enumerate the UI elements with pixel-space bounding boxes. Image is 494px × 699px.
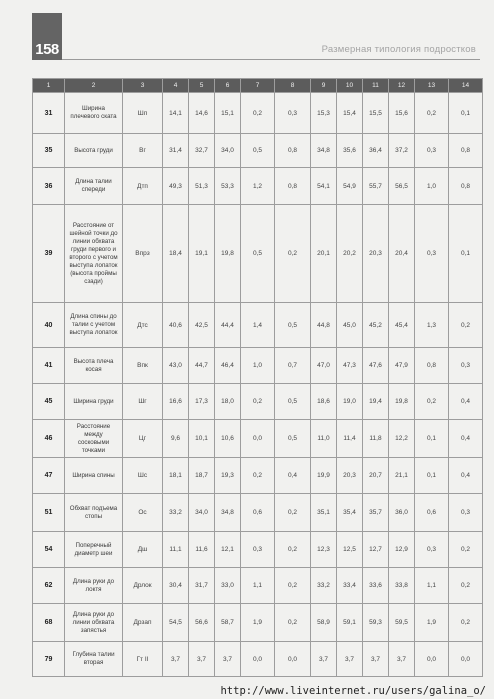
column-header: 4 bbox=[163, 79, 189, 93]
value-cell: 1,1 bbox=[241, 568, 275, 604]
value-cell: 11,8 bbox=[363, 420, 389, 458]
measurement-name-cell: Глубина талии вторая bbox=[65, 642, 123, 677]
value-cell: 0,3 bbox=[415, 134, 449, 168]
value-cell: 0,6 bbox=[415, 494, 449, 532]
value-cell: 49,3 bbox=[163, 168, 189, 205]
value-cell: 35,1 bbox=[311, 494, 337, 532]
value-cell: 54,5 bbox=[163, 604, 189, 642]
value-cell: 3,7 bbox=[363, 642, 389, 677]
value-cell: 31,4 bbox=[163, 134, 189, 168]
value-cell: 18,0 bbox=[215, 384, 241, 420]
value-cell: 0,1 bbox=[449, 205, 483, 303]
value-cell: 55,7 bbox=[363, 168, 389, 205]
value-cell: 3,7 bbox=[189, 642, 215, 677]
value-cell: 37,2 bbox=[389, 134, 415, 168]
value-cell: 47,3 bbox=[337, 348, 363, 384]
symbol-cell: Дтп bbox=[123, 168, 163, 205]
value-cell: 0,8 bbox=[275, 168, 311, 205]
table-row bbox=[33, 303, 483, 348]
value-cell: 36,4 bbox=[363, 134, 389, 168]
value-cell: 56,5 bbox=[389, 168, 415, 205]
measurements-table bbox=[32, 78, 483, 677]
symbol-cell: Ос bbox=[123, 494, 163, 532]
value-cell: 12,5 bbox=[337, 532, 363, 568]
value-cell: 11,6 bbox=[189, 532, 215, 568]
symbol-cell: Шг bbox=[123, 384, 163, 420]
value-cell: 0,2 bbox=[275, 205, 311, 303]
measurement-name-cell: Высота плеча косая bbox=[65, 348, 123, 384]
value-cell: 15,5 bbox=[363, 93, 389, 134]
measurement-name-cell: Ширина плечевого ската bbox=[65, 93, 123, 134]
value-cell: 0,2 bbox=[241, 458, 275, 494]
value-cell: 0,2 bbox=[275, 568, 311, 604]
value-cell: 0,8 bbox=[449, 134, 483, 168]
symbol-cell: Впрз bbox=[123, 205, 163, 303]
value-cell: 44,7 bbox=[189, 348, 215, 384]
value-cell: 0,7 bbox=[275, 348, 311, 384]
value-cell: 0,4 bbox=[449, 420, 483, 458]
value-cell: 0,0 bbox=[415, 642, 449, 677]
value-cell: 19,4 bbox=[363, 384, 389, 420]
value-cell: 45,0 bbox=[337, 303, 363, 348]
column-header: 6 bbox=[215, 79, 241, 93]
table-header-row bbox=[33, 79, 483, 93]
value-cell: 12,3 bbox=[311, 532, 337, 568]
value-cell: 3,7 bbox=[389, 642, 415, 677]
value-cell: 15,6 bbox=[389, 93, 415, 134]
value-cell: 16,6 bbox=[163, 384, 189, 420]
value-cell: 0,5 bbox=[241, 205, 275, 303]
column-header: 8 bbox=[275, 79, 311, 93]
table-row bbox=[33, 494, 483, 532]
measurement-name-cell: Длина руки до локтя bbox=[65, 568, 123, 604]
footer-url: http://www.liveinternet.ru/users/galina_o/ bbox=[220, 685, 486, 697]
value-cell: 18,4 bbox=[163, 205, 189, 303]
table-row bbox=[33, 134, 483, 168]
symbol-cell: Шп bbox=[123, 93, 163, 134]
table-row bbox=[33, 458, 483, 494]
value-cell: 45,4 bbox=[389, 303, 415, 348]
symbol-cell: Дрзап bbox=[123, 604, 163, 642]
row-number-cell: 79 bbox=[33, 642, 65, 677]
value-cell: 1,3 bbox=[415, 303, 449, 348]
value-cell: 0,2 bbox=[275, 494, 311, 532]
value-cell: 0,3 bbox=[415, 532, 449, 568]
value-cell: 59,3 bbox=[363, 604, 389, 642]
column-header: 14 bbox=[449, 79, 483, 93]
value-cell: 58,7 bbox=[215, 604, 241, 642]
value-cell: 0,3 bbox=[415, 205, 449, 303]
value-cell: 59,1 bbox=[337, 604, 363, 642]
value-cell: 43,0 bbox=[163, 348, 189, 384]
value-cell: 56,6 bbox=[189, 604, 215, 642]
row-number-cell: 46 bbox=[33, 420, 65, 458]
value-cell: 1,0 bbox=[415, 168, 449, 205]
value-cell: 20,1 bbox=[311, 205, 337, 303]
value-cell: 36,0 bbox=[389, 494, 415, 532]
header-divider bbox=[62, 59, 480, 60]
value-cell: 10,6 bbox=[215, 420, 241, 458]
value-cell: 0,2 bbox=[241, 93, 275, 134]
value-cell: 3,7 bbox=[163, 642, 189, 677]
value-cell: 14,6 bbox=[189, 93, 215, 134]
value-cell: 0,8 bbox=[449, 168, 483, 205]
value-cell: 19,3 bbox=[215, 458, 241, 494]
value-cell: 0,4 bbox=[275, 458, 311, 494]
value-cell: 0,0 bbox=[275, 642, 311, 677]
value-cell: 3,7 bbox=[337, 642, 363, 677]
column-header: 2 bbox=[65, 79, 123, 93]
symbol-cell: Дрлок bbox=[123, 568, 163, 604]
value-cell: 35,7 bbox=[363, 494, 389, 532]
value-cell: 0,2 bbox=[449, 303, 483, 348]
value-cell: 0,2 bbox=[415, 384, 449, 420]
row-number-cell: 45 bbox=[33, 384, 65, 420]
value-cell: 1,2 bbox=[241, 168, 275, 205]
value-cell: 0,2 bbox=[449, 532, 483, 568]
value-cell: 0,2 bbox=[415, 93, 449, 134]
measurement-name-cell: Расстояние между сосковыми точками bbox=[65, 420, 123, 458]
value-cell: 33,2 bbox=[311, 568, 337, 604]
table-row bbox=[33, 604, 483, 642]
measurement-name-cell: Ширина груди bbox=[65, 384, 123, 420]
measurement-name-cell: Поперечный диаметр шеи bbox=[65, 532, 123, 568]
value-cell: 35,4 bbox=[337, 494, 363, 532]
value-cell: 0,3 bbox=[241, 532, 275, 568]
value-cell: 0,1 bbox=[415, 420, 449, 458]
value-cell: 0,8 bbox=[275, 134, 311, 168]
value-cell: 1,4 bbox=[241, 303, 275, 348]
row-number-cell: 47 bbox=[33, 458, 65, 494]
value-cell: 12,1 bbox=[215, 532, 241, 568]
value-cell: 34,8 bbox=[215, 494, 241, 532]
value-cell: 0,5 bbox=[241, 134, 275, 168]
value-cell: 19,0 bbox=[337, 384, 363, 420]
value-cell: 17,3 bbox=[189, 384, 215, 420]
value-cell: 47,0 bbox=[311, 348, 337, 384]
measurement-name-cell: Ширина спины bbox=[65, 458, 123, 494]
value-cell: 45,2 bbox=[363, 303, 389, 348]
row-number-cell: 41 bbox=[33, 348, 65, 384]
measurement-name-cell: Расстояние от шейной точки до линии обхвата груди первого и второго с учетом выступа лопаток (высота проймы сзади) bbox=[65, 205, 123, 303]
row-number-cell: 36 bbox=[33, 168, 65, 205]
value-cell: 47,9 bbox=[389, 348, 415, 384]
column-header: 12 bbox=[389, 79, 415, 93]
value-cell: 18,7 bbox=[189, 458, 215, 494]
value-cell: 33,6 bbox=[363, 568, 389, 604]
value-cell: 44,8 bbox=[311, 303, 337, 348]
row-number-cell: 40 bbox=[33, 303, 65, 348]
value-cell: 10,1 bbox=[189, 420, 215, 458]
column-header: 5 bbox=[189, 79, 215, 93]
measurement-name-cell: Длина спины до талии с учетом выступа лопаток bbox=[65, 303, 123, 348]
value-cell: 0,0 bbox=[241, 420, 275, 458]
row-number-cell: 31 bbox=[33, 93, 65, 134]
table-row bbox=[33, 93, 483, 134]
value-cell: 0,2 bbox=[449, 568, 483, 604]
value-cell: 18,6 bbox=[311, 384, 337, 420]
value-cell: 42,5 bbox=[189, 303, 215, 348]
symbol-cell: Гт II bbox=[123, 642, 163, 677]
symbol-cell: Цг bbox=[123, 420, 163, 458]
symbol-cell: Вг bbox=[123, 134, 163, 168]
value-cell: 53,3 bbox=[215, 168, 241, 205]
value-cell: 0,3 bbox=[449, 494, 483, 532]
value-cell: 33,4 bbox=[337, 568, 363, 604]
value-cell: 11,4 bbox=[337, 420, 363, 458]
row-number-cell: 62 bbox=[33, 568, 65, 604]
value-cell: 0,5 bbox=[275, 420, 311, 458]
value-cell: 0,6 bbox=[241, 494, 275, 532]
value-cell: 31,7 bbox=[189, 568, 215, 604]
value-cell: 0,2 bbox=[449, 604, 483, 642]
table-row bbox=[33, 168, 483, 205]
value-cell: 0,5 bbox=[275, 384, 311, 420]
table-body bbox=[33, 93, 483, 677]
column-header: 13 bbox=[415, 79, 449, 93]
value-cell: 20,4 bbox=[389, 205, 415, 303]
symbol-cell: Впк bbox=[123, 348, 163, 384]
value-cell: 3,7 bbox=[311, 642, 337, 677]
value-cell: 0,1 bbox=[449, 93, 483, 134]
value-cell: 1,9 bbox=[241, 604, 275, 642]
measurement-name-cell: Высота груди bbox=[65, 134, 123, 168]
row-number-cell: 51 bbox=[33, 494, 65, 532]
value-cell: 14,1 bbox=[163, 93, 189, 134]
table-row bbox=[33, 205, 483, 303]
value-cell: 46,4 bbox=[215, 348, 241, 384]
value-cell: 3,7 bbox=[215, 642, 241, 677]
value-cell: 33,0 bbox=[215, 568, 241, 604]
value-cell: 19,8 bbox=[215, 205, 241, 303]
measurement-name-cell: Обхват подъема стопы bbox=[65, 494, 123, 532]
symbol-cell: Шс bbox=[123, 458, 163, 494]
value-cell: 0,0 bbox=[449, 642, 483, 677]
row-number-cell: 39 bbox=[33, 205, 65, 303]
column-header: 1 bbox=[33, 79, 65, 93]
value-cell: 0,2 bbox=[241, 384, 275, 420]
symbol-cell: Дш bbox=[123, 532, 163, 568]
value-cell: 12,2 bbox=[389, 420, 415, 458]
value-cell: 54,1 bbox=[311, 168, 337, 205]
value-cell: 40,6 bbox=[163, 303, 189, 348]
value-cell: 0,3 bbox=[449, 348, 483, 384]
value-cell: 34,0 bbox=[189, 494, 215, 532]
column-header: 3 bbox=[123, 79, 163, 93]
value-cell: 12,9 bbox=[389, 532, 415, 568]
table-row bbox=[33, 420, 483, 458]
value-cell: 34,8 bbox=[311, 134, 337, 168]
value-cell: 58,9 bbox=[311, 604, 337, 642]
column-header: 7 bbox=[241, 79, 275, 93]
column-header: 11 bbox=[363, 79, 389, 93]
measurement-name-cell: Длина талии спереди bbox=[65, 168, 123, 205]
value-cell: 44,4 bbox=[215, 303, 241, 348]
value-cell: 15,1 bbox=[215, 93, 241, 134]
table-row bbox=[33, 384, 483, 420]
value-cell: 20,3 bbox=[337, 458, 363, 494]
value-cell: 32,7 bbox=[189, 134, 215, 168]
symbol-cell: Дтс bbox=[123, 303, 163, 348]
value-cell: 12,7 bbox=[363, 532, 389, 568]
value-cell: 0,3 bbox=[275, 93, 311, 134]
row-number-cell: 54 bbox=[33, 532, 65, 568]
value-cell: 0,0 bbox=[241, 642, 275, 677]
value-cell: 0,2 bbox=[275, 532, 311, 568]
value-cell: 15,3 bbox=[311, 93, 337, 134]
value-cell: 59,5 bbox=[389, 604, 415, 642]
table-row bbox=[33, 642, 483, 677]
value-cell: 19,8 bbox=[389, 384, 415, 420]
value-cell: 11,1 bbox=[163, 532, 189, 568]
value-cell: 35,6 bbox=[337, 134, 363, 168]
value-cell: 1,0 bbox=[241, 348, 275, 384]
value-cell: 19,9 bbox=[311, 458, 337, 494]
column-header: 9 bbox=[311, 79, 337, 93]
value-cell: 47,6 bbox=[363, 348, 389, 384]
page-number: 158 bbox=[32, 13, 62, 60]
value-cell: 0,2 bbox=[275, 604, 311, 642]
value-cell: 33,2 bbox=[163, 494, 189, 532]
value-cell: 19,1 bbox=[189, 205, 215, 303]
value-cell: 34,0 bbox=[215, 134, 241, 168]
value-cell: 18,1 bbox=[163, 458, 189, 494]
measurement-name-cell: Длина руки до линии обхвата запястья bbox=[65, 604, 123, 642]
value-cell: 15,4 bbox=[337, 93, 363, 134]
value-cell: 54,9 bbox=[337, 168, 363, 205]
row-number-cell: 68 bbox=[33, 604, 65, 642]
value-cell: 0,4 bbox=[449, 384, 483, 420]
value-cell: 9,6 bbox=[163, 420, 189, 458]
value-cell: 0,1 bbox=[415, 458, 449, 494]
value-cell: 20,7 bbox=[363, 458, 389, 494]
value-cell: 21,1 bbox=[389, 458, 415, 494]
section-title: Размерная типология подростков bbox=[321, 44, 476, 55]
value-cell: 0,4 bbox=[449, 458, 483, 494]
value-cell: 0,8 bbox=[415, 348, 449, 384]
value-cell: 1,1 bbox=[415, 568, 449, 604]
value-cell: 1,9 bbox=[415, 604, 449, 642]
value-cell: 0,5 bbox=[275, 303, 311, 348]
column-header: 10 bbox=[337, 79, 363, 93]
table-row bbox=[33, 348, 483, 384]
value-cell: 11,0 bbox=[311, 420, 337, 458]
value-cell: 33,8 bbox=[389, 568, 415, 604]
value-cell: 20,2 bbox=[337, 205, 363, 303]
value-cell: 30,4 bbox=[163, 568, 189, 604]
value-cell: 20,3 bbox=[363, 205, 389, 303]
table-row bbox=[33, 532, 483, 568]
table-row bbox=[33, 568, 483, 604]
value-cell: 51,3 bbox=[189, 168, 215, 205]
row-number-cell: 35 bbox=[33, 134, 65, 168]
